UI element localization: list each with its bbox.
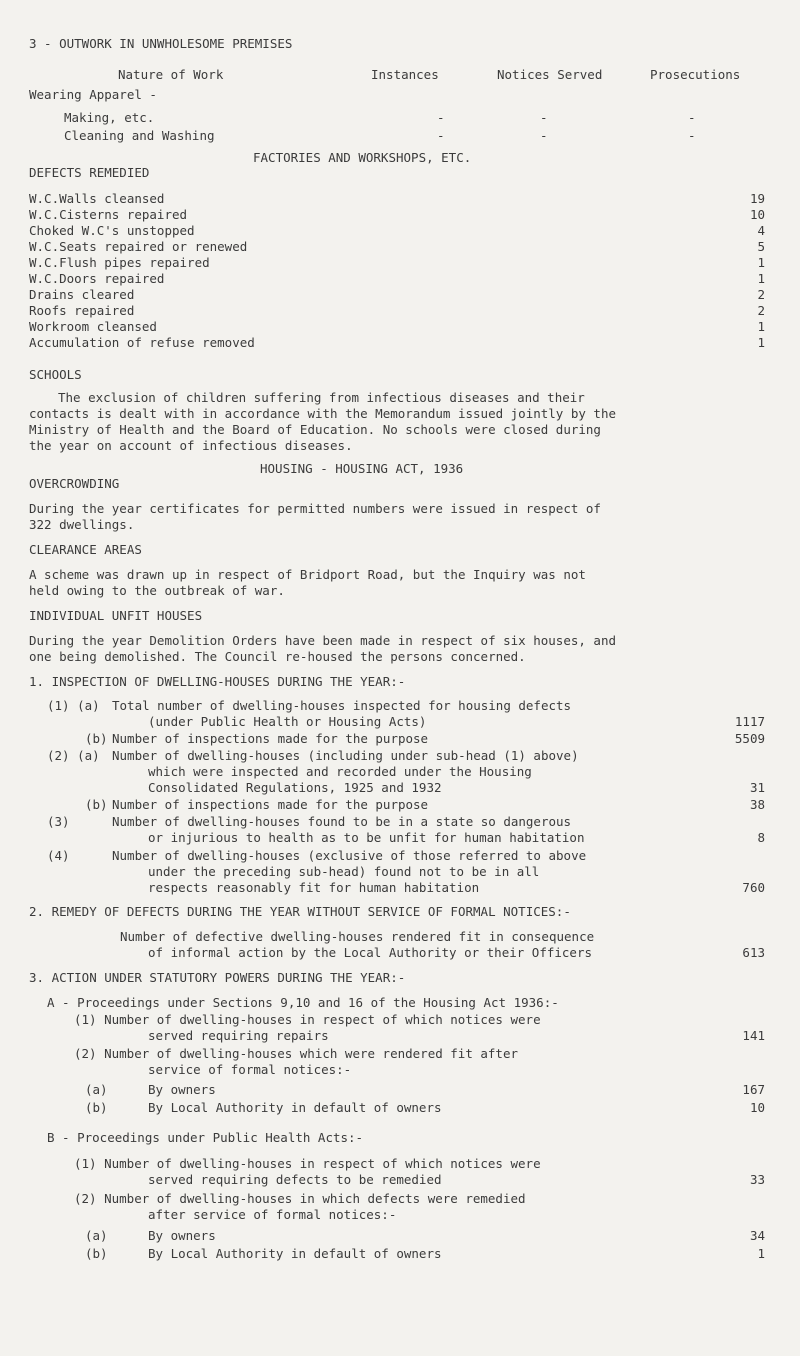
action-b2b-marker: (b) (85, 1246, 108, 1261)
col-nature-of-work: Nature of Work (118, 67, 224, 82)
col-instances: Instances (371, 67, 439, 82)
defects-remedied-heading: DEFECTS REMEDIED (29, 165, 150, 180)
inspection-item-value: 1117 (734, 714, 765, 729)
overcrowding-text-line: During the year certificates for permitted numbers were issued in respect of (29, 501, 601, 516)
inspection-item-text: under the preceding sub-head) found not to be in all (148, 864, 540, 879)
inspection-item-text: Number of dwelling-houses (exclusive of those referred to above (112, 848, 587, 863)
action-b2-text: (2) Number of dwelling-houses in which defects were remedied (74, 1191, 526, 1206)
inspection-heading: 1. INSPECTION OF DWELLING-HOUSES DURING THE YEAR:- (29, 674, 406, 689)
defect-row-label: W.C.Walls cleansed (29, 191, 165, 206)
outwork-heading: 3 - OUTWORK IN UNWHOLESOME PREMISES (29, 36, 293, 51)
defect-row-label: Roofs repaired (29, 303, 135, 318)
inspection-item-marker: (b) (85, 797, 108, 812)
inspection-item-text: Number of inspections made for the purpose (112, 797, 429, 812)
inspection-item-text: Consolidated Regulations, 1925 and 1932 (148, 780, 442, 795)
inspection-item-value: 760 (742, 880, 765, 895)
wearing-apparel-label: Wearing Apparel - (29, 87, 157, 102)
schools-heading: SCHOOLS (29, 367, 82, 382)
inspection-item-text: (under Public Health or Housing Acts) (148, 714, 427, 729)
col-notices-served: Notices Served (497, 67, 603, 82)
col-prosecutions: Prosecutions (650, 67, 741, 82)
action-b2-text: after service of formal notices:- (148, 1207, 397, 1222)
action-b1-text: (1) Number of dwelling-houses in respect of which notices were (74, 1156, 541, 1171)
inspection-item-text: Number of dwelling-houses found to be in a state so dangerous (112, 814, 572, 829)
inspection-item-marker: (1) (a) (47, 698, 100, 713)
schools-text-line: the year on account of infectious diseases. (29, 438, 353, 453)
remedy-text: of informal action by the Local Authority or their Officers (148, 945, 593, 960)
action-a2b-label: By Local Authority in default of owners (148, 1100, 442, 1115)
defect-row-value: 1 (757, 335, 765, 350)
defect-row-label: W.C.Cisterns repaired (29, 207, 188, 222)
unfit-houses-heading: INDIVIDUAL UNFIT HOUSES (29, 608, 203, 623)
action-a2-text: service of formal notices:- (148, 1062, 352, 1077)
action-b2b-label: By Local Authority in default of owners (148, 1246, 442, 1261)
defect-row-label: W.C.Doors repaired (29, 271, 165, 286)
clearance-heading: CLEARANCE AREAS (29, 542, 142, 557)
defect-row-value: 2 (757, 303, 765, 318)
action-a2a-value: 167 (742, 1082, 765, 1097)
action-b2a-marker: (a) (85, 1228, 108, 1243)
clearance-text-line: A scheme was drawn up in respect of Bridport Road, but the Inquiry was not (29, 567, 586, 582)
action-b1-text: served requiring defects to be remedied (148, 1172, 442, 1187)
inspection-item-value: 31 (749, 780, 765, 795)
outwork-notices-value: - (540, 110, 548, 125)
action-b-heading: B - Proceedings under Public Health Acts:- (47, 1130, 364, 1145)
defect-row-value: 2 (757, 287, 765, 302)
defect-row-value: 1 (757, 319, 765, 334)
defect-row-label: Workroom cleansed (29, 319, 157, 334)
action-b2b-value: 1 (757, 1246, 765, 1261)
housing-heading: HOUSING - HOUSING ACT, 1936 (260, 461, 464, 476)
outwork-notices-value: - (540, 128, 548, 143)
outwork-prosecutions-value: - (688, 128, 696, 143)
action-a2a-marker: (a) (85, 1082, 108, 1097)
action-heading: 3. ACTION UNDER STATUTORY POWERS DURING THE YEAR:- (29, 970, 406, 985)
action-b1-value: 33 (749, 1172, 765, 1187)
inspection-item-text: Number of dwelling-houses (including under sub-head (1) above) (112, 748, 579, 763)
action-a-heading: A - Proceedings under Sections 9,10 and 16 of the Housing Act 1936:- (47, 995, 559, 1010)
inspection-item-marker: (3) (47, 814, 70, 829)
action-a1-text: served requiring repairs (148, 1028, 329, 1043)
inspection-item-text: or injurious to health as to be unfit for human habitation (148, 830, 585, 845)
inspection-item-text: Total number of dwelling-houses inspected for housing defects (112, 698, 572, 713)
outwork-row-label: Cleaning and Washing (64, 128, 215, 143)
action-a2b-value: 10 (749, 1100, 765, 1115)
action-a1-text: (1) Number of dwelling-houses in respect of which notices were (74, 1012, 541, 1027)
inspection-item-value: 5509 (734, 731, 765, 746)
remedy-value: 613 (742, 945, 765, 960)
outwork-instances-value: - (437, 110, 445, 125)
inspection-item-text: which were inspected and recorded under the Housing (148, 764, 532, 779)
unfit-houses-text-line: During the year Demolition Orders have been made in respect of six houses, and (29, 633, 616, 648)
action-a2a-label: By owners (148, 1082, 216, 1097)
action-a2-text: (2) Number of dwelling-houses which were rendered fit after (74, 1046, 519, 1061)
defect-row-value: 10 (749, 207, 765, 222)
inspection-item-marker: (4) (47, 848, 70, 863)
outwork-row-label: Making, etc. (64, 110, 155, 125)
action-a2b-marker: (b) (85, 1100, 108, 1115)
inspection-item-text: Number of inspections made for the purpose (112, 731, 429, 746)
unfit-houses-text-line: one being demolished. The Council re-housed the persons concerned. (29, 649, 526, 664)
clearance-text-line: held owing to the outbreak of war. (29, 583, 285, 598)
defect-row-label: W.C.Flush pipes repaired (29, 255, 210, 270)
schools-text-line: The exclusion of children suffering from infectious diseases and their (58, 390, 585, 405)
inspection-item-value: 8 (757, 830, 765, 845)
action-b2a-value: 34 (749, 1228, 765, 1243)
overcrowding-heading: OVERCROWDING (29, 476, 120, 491)
inspection-item-marker: (2) (a) (47, 748, 100, 763)
defect-row-value: 1 (757, 271, 765, 286)
overcrowding-text-line: 322 dwellings. (29, 517, 135, 532)
defect-row-label: Choked W.C's unstopped (29, 223, 195, 238)
defect-row-value: 1 (757, 255, 765, 270)
action-b2a-label: By owners (148, 1228, 216, 1243)
remedy-text: Number of defective dwelling-houses rendered fit in consequence (120, 929, 595, 944)
inspection-item-value: 38 (749, 797, 765, 812)
schools-text-line: contacts is dealt with in accordance with the Memorandum issued jointly by the (29, 406, 616, 421)
inspection-item-text: respects reasonably fit for human habitation (148, 880, 480, 895)
defect-row-label: W.C.Seats repaired or renewed (29, 239, 248, 254)
inspection-item-marker: (b) (85, 731, 108, 746)
defect-row-label: Drains cleared (29, 287, 135, 302)
action-a1-value: 141 (742, 1028, 765, 1043)
remedy-heading: 2. REMEDY OF DEFECTS DURING THE YEAR WITHOUT SERVICE OF FORMAL NOTICES:- (29, 904, 571, 919)
defect-row-value: 5 (757, 239, 765, 254)
defect-row-label: Accumulation of refuse removed (29, 335, 255, 350)
outwork-instances-value: - (437, 128, 445, 143)
defect-row-value: 19 (749, 191, 765, 206)
outwork-prosecutions-value: - (688, 110, 696, 125)
factories-heading: FACTORIES AND WORKSHOPS, ETC. (253, 150, 472, 165)
defect-row-value: 4 (757, 223, 765, 238)
schools-text-line: Ministry of Health and the Board of Education. No schools were closed during (29, 422, 601, 437)
